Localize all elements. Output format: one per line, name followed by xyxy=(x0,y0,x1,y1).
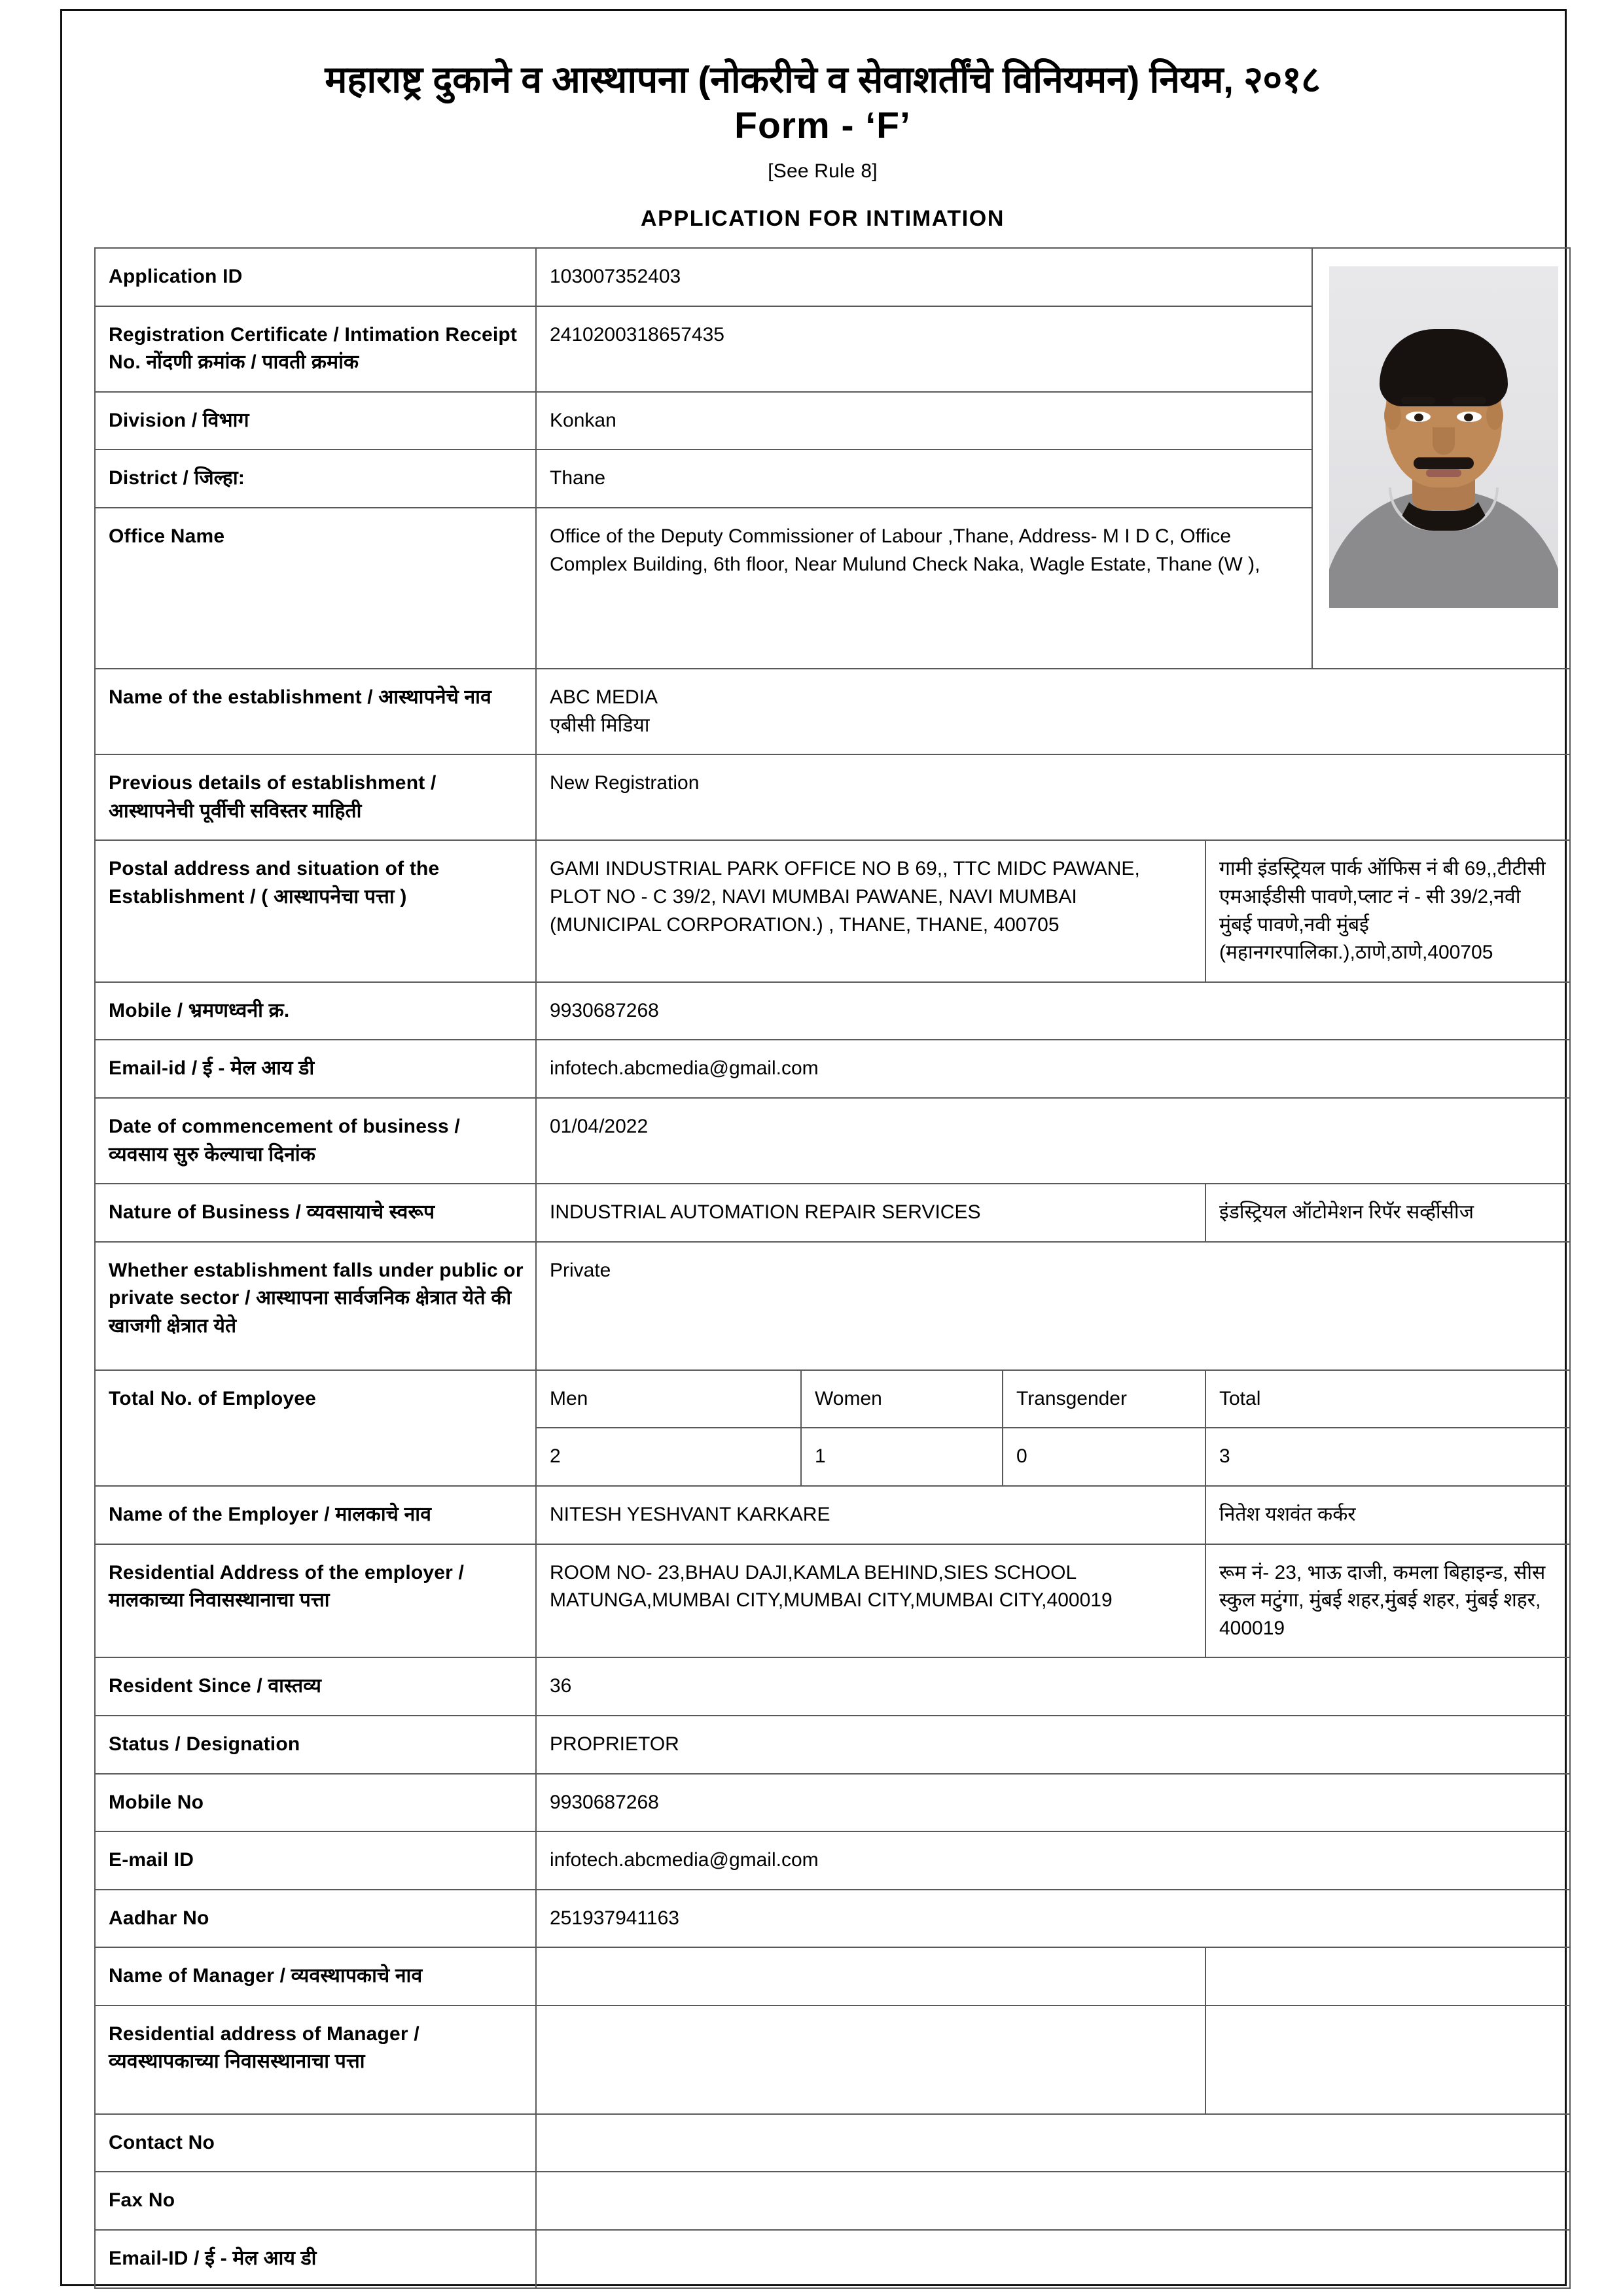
form-title-marathi: महाराष्ट्र दुकाने व आस्थापना (नोकरीचे व सेवाशर्तींचे विनियमन) नियम, २०१८ xyxy=(325,59,1321,101)
employees-column-transgender: Transgender xyxy=(1003,1370,1205,1428)
value-postal-address-mr: गामी इंडस्ट्रियल पार्क ऑफिस नं बी 69,,टीटीसी एमआईडीसी पावणे,प्लाट नं - सी 39/2,नवी मुंबई पावणे,नवी मुंबई (महानगरपालिका.),ठाणे,ठाणे,400705 xyxy=(1205,840,1570,981)
label-employer-name: Name of the Employer / मालकाचे नाव xyxy=(95,1486,536,1544)
employees-column-women: Women xyxy=(801,1370,1003,1428)
label-employer-address: Residential Address of the employer / मालकाच्या निवासस्थानाचा पत्ता xyxy=(95,1544,536,1658)
label-application-id: Application ID xyxy=(95,248,536,306)
value-employer-name-mr: नितेश यशवंत कर्कर xyxy=(1205,1486,1570,1544)
value-manager-name-en xyxy=(536,1947,1205,2005)
employees-value-men: 2 xyxy=(536,1428,801,1486)
label-division: Division / विभाग xyxy=(95,392,536,450)
value-fax-no xyxy=(536,2172,1570,2230)
value-employer-address-en: ROOM NO- 23,BHAU DAJI,KAMLA BEHIND,SIES SCHOOL MATUNGA,MUMBAI CITY,MUMBAI CITY,MUMBAI CITY,400019 xyxy=(536,1544,1205,1658)
label-email-id: Email-id / ई - मेल आय डी xyxy=(95,1040,536,1098)
form-title xyxy=(85,58,1560,149)
table-row-previous-details xyxy=(95,754,1570,840)
label-nature-business: Nature of Business / व्यवसायाचे स्वरूप xyxy=(95,1184,536,1242)
label-registration-certificate: Registration Certificate / Intimation Receipt No. नोंदणी क्रमांक / पावती क्रमांक xyxy=(95,306,536,392)
label-email-id-2: E-mail ID xyxy=(95,1831,536,1890)
value-establishment-name xyxy=(536,669,1570,754)
value-district: Thane xyxy=(536,450,1312,508)
label-mobile: Mobile / भ्रमणध्वनी क्र. xyxy=(95,982,536,1040)
label-contact-no: Contact No xyxy=(95,2114,536,2172)
value-mobile-no: 9930687268 xyxy=(536,1774,1570,1832)
value-manager-address-mr xyxy=(1205,2005,1570,2114)
label-date-commencement: Date of commencement of business / व्यवसाय सुरु केल्याचा दिनांक xyxy=(95,1098,536,1184)
value-employer-address-mr: रूम नं- 23, भाऊ दाजी, कमला बिहाइन्ड, सीस स्कुल मटुंगा, मुंबई शहर,मुंबई शहर, मुंबई शहर, 400019 xyxy=(1205,1544,1570,1658)
table-row-email-id-3 xyxy=(95,2230,1570,2288)
value-status-designation: PROPRIETOR xyxy=(536,1716,1570,1774)
table-row-sector xyxy=(95,1242,1570,1370)
table-row-employer-address xyxy=(95,1544,1570,1658)
value-manager-name-mr xyxy=(1205,1947,1570,2005)
table-row-resident-since xyxy=(95,1657,1570,1716)
label-district: District / जिल्हा: xyxy=(95,450,536,508)
label-resident-since: Resident Since / वास्तव्य xyxy=(95,1657,536,1716)
form-content xyxy=(85,39,1560,2289)
value-nature-business-en: INDUSTRIAL AUTOMATION REPAIR SERVICES xyxy=(536,1184,1205,1242)
table-row-manager-address xyxy=(95,2005,1570,2114)
table-row-aadhar-no xyxy=(95,1890,1570,1948)
employees-value-women: 1 xyxy=(801,1428,1003,1486)
label-aadhar-no: Aadhar No xyxy=(95,1890,536,1948)
value-office-name: Office of the Deputy Commissioner of Labour ,Thane, Address- M I D C, Office Complex Building, 6th floor, Near Mulund Check Naka, Wagle Estate, Thane (W ), xyxy=(536,508,1312,669)
label-manager-name: Name of Manager / व्यवस्थापकाचे नाव xyxy=(95,1947,536,2005)
table-row-manager-name xyxy=(95,1947,1570,2005)
employees-column-men: Men xyxy=(536,1370,801,1428)
value-aadhar-no: 251937941163 xyxy=(536,1890,1570,1948)
table-row-fax-no xyxy=(95,2172,1570,2230)
label-postal-address: Postal address and situation of the Establishment / ( आस्थापनेचा पत्ता ) xyxy=(95,840,536,981)
employees-value-transgender: 0 xyxy=(1003,1428,1205,1486)
value-date-commencement: 01/04/2022 xyxy=(536,1098,1570,1184)
value-employer-name-en: NITESH YESHVANT KARKARE xyxy=(536,1486,1205,1544)
label-previous-details: Previous details of establishment / आस्थापनेची पूर्वीची सविस्तर माहिती xyxy=(95,754,536,840)
photo-cell xyxy=(1312,248,1570,669)
label-manager-address: Residential address of Manager / व्यवस्थापकाच्या निवासस्थानाचा पत्ता xyxy=(95,2005,536,2114)
table-row-application-id xyxy=(95,248,1570,306)
table-row-status-designation xyxy=(95,1716,1570,1774)
label-email-id-3: Email-ID / ई - मेल आय डी xyxy=(95,2230,536,2288)
form-number: Form - ‘F’ xyxy=(734,104,911,147)
table-row-mobile xyxy=(95,982,1570,1040)
label-total-employees: Total No. of Employee xyxy=(95,1370,536,1486)
value-manager-address-en xyxy=(536,2005,1205,2114)
table-row-contact-no xyxy=(95,2114,1570,2172)
table-row-nature-business xyxy=(95,1184,1570,1242)
table-row-email-id xyxy=(95,1040,1570,1098)
value-previous-details: New Registration xyxy=(536,754,1570,840)
label-office-name: Office Name xyxy=(95,508,536,669)
value-division: Konkan xyxy=(536,392,1312,450)
value-sector: Private xyxy=(536,1242,1570,1370)
value-registration-certificate: 2410200318657435 xyxy=(536,306,1312,392)
table-row-mobile-no xyxy=(95,1774,1570,1832)
employees-column-total: Total xyxy=(1205,1370,1570,1428)
label-fax-no: Fax No xyxy=(95,2172,536,2230)
value-resident-since: 36 xyxy=(536,1657,1570,1716)
intimation-form-table xyxy=(94,247,1571,2289)
applicant-photo xyxy=(1326,263,1561,611)
table-row-employer-name xyxy=(95,1486,1570,1544)
label-status-designation: Status / Designation xyxy=(95,1716,536,1774)
table-row-establishment-name xyxy=(95,669,1570,754)
table-row-date-commencement xyxy=(95,1098,1570,1184)
label-mobile-no: Mobile No xyxy=(95,1774,536,1832)
table-row-email-id-2 xyxy=(95,1831,1570,1890)
value-email-id-3 xyxy=(536,2230,1570,2288)
value-nature-business-mr: इंडस्ट्रियल ऑटोमेशन रिपॅर सर्व्हीसीज xyxy=(1205,1184,1570,1242)
value-email-id-2: infotech.abcmedia@gmail.com xyxy=(536,1831,1570,1890)
table-row-employees-header xyxy=(95,1370,1570,1428)
table-row-postal-address xyxy=(95,840,1570,981)
label-sector: Whether establishment falls under public or private sector / आस्थापना सार्वजनिक क्षेत्रात येते की खाजगी क्षेत्रात येते xyxy=(95,1242,536,1370)
value-mobile: 9930687268 xyxy=(536,982,1570,1040)
label-establishment-name: Name of the establishment / आस्थापनेचे नाव xyxy=(95,669,536,754)
establishment-name-en: ABC MEDIA xyxy=(550,686,658,709)
value-email-id: infotech.abcmedia@gmail.com xyxy=(536,1040,1570,1098)
establishment-name-mr: एबीसी मिडिया xyxy=(550,714,650,736)
application-heading: APPLICATION FOR INTIMATION xyxy=(641,206,1005,232)
value-application-id: 103007352403 xyxy=(536,248,1312,306)
value-postal-address-en: GAMI INDUSTRIAL PARK OFFICE NO B 69,, TTC MIDC PAWANE, PLOT NO - C 39/2, NAVI MUMBAI PAWANE, NAVI MUMBAI (MUNICIPAL CORPORATION.) , THANE, THANE, 400705 xyxy=(536,840,1205,981)
value-contact-no xyxy=(536,2114,1570,2172)
rule-reference: [See Rule 8] xyxy=(768,160,878,183)
employees-value-total: 3 xyxy=(1205,1428,1570,1486)
